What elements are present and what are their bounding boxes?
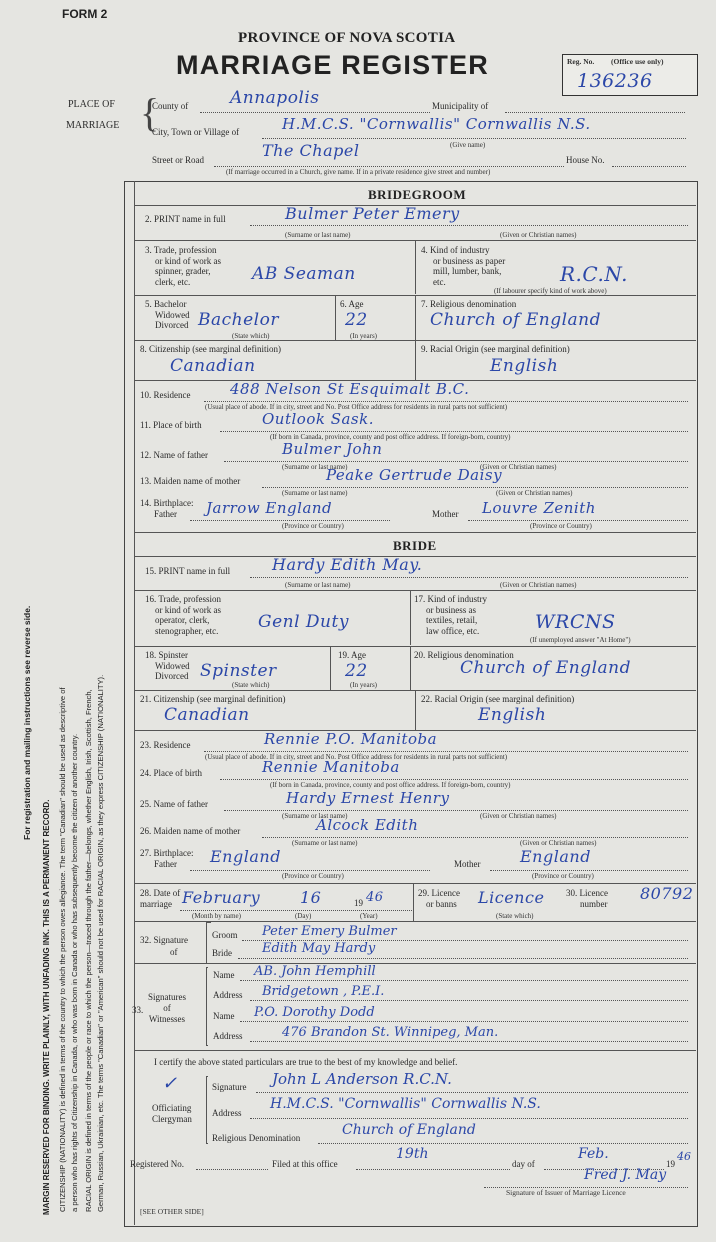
sidebar-citizenship-def: CITIZENSHIP (NATIONALITY) is defined in terms of the country to which the person owes allegiance. The term "Canadian" should be used as descriptive of: [58, 687, 67, 1212]
f11-label: 11. Place of birth: [140, 420, 202, 430]
w2-name-label: Name: [213, 1011, 235, 1021]
bride-father-birthplace-value: England: [210, 847, 281, 866]
licence-number-value: 80792: [640, 884, 694, 903]
see-other-side: [SEE OTHER SIDE]: [140, 1207, 204, 1216]
reg-number-box: [562, 54, 698, 96]
bride-header: BRIDE: [393, 538, 437, 553]
bride-mother-birthplace-value: England: [520, 847, 591, 866]
f17-label: 17. Kind of industry or business as textiles, retail, law office, etc.: [414, 594, 487, 636]
w1-address-label: Address: [213, 990, 243, 1000]
witness1-name: AB. John Hemphill: [254, 964, 376, 979]
groom-birthplace-value: Outlook Sask.: [262, 410, 374, 428]
groom-religion-value: Church of England: [430, 310, 601, 330]
filed-day-value: 19th: [396, 1146, 429, 1162]
f10-label: 10. Residence: [140, 390, 191, 400]
f13-label: 13. Maiden name of mother: [140, 476, 241, 486]
bride-religion-value: Church of England: [460, 658, 631, 678]
street-value: The Chapel: [262, 141, 360, 160]
sidebar-margin-notice: MARGIN RESERVED FOR BINDING. WRITE PLAINLY, WITH UNFADING INK. THIS IS A PERMANENT RECORD.: [42, 799, 51, 1215]
f26-given-note: (Given or Christian names): [520, 839, 597, 847]
groom-mother-value: Peake Gertrude Daisy: [326, 466, 503, 484]
groom-name-value: Bulmer Peter Emery: [285, 204, 460, 223]
f14-label: 14. Birthplace: Father: [140, 498, 194, 519]
clergy-signature-label: Signature: [212, 1082, 247, 1092]
bride-sig-label: Bride: [212, 948, 232, 958]
f19-note: (In years): [350, 681, 378, 689]
reg-number-note: (Office use only): [611, 57, 664, 66]
f12-surname-note: (Surname or last name): [282, 463, 348, 471]
county-label: County of: [152, 101, 189, 111]
groom-industry-value: R.C.N.: [560, 262, 628, 286]
f26-label: 26. Maiden name of mother: [140, 826, 241, 836]
f17-note: (If unemployed answer "At Home"): [530, 636, 631, 644]
reg-number-label: Reg. No.: [567, 57, 595, 66]
groom-signature: Peter Emery Bulmer: [262, 924, 397, 939]
filed-year-prefix: 19: [666, 1159, 675, 1169]
f3-label: 3. Trade, profession or kind of work as spinner, grader, clerk, etc.: [145, 245, 221, 287]
f14-mother-note: (Province or Country): [530, 522, 592, 530]
street-label: Street or Road: [152, 155, 204, 165]
f33-bracket: [206, 967, 208, 1046]
bride-trade-value: Genl Duty: [258, 612, 349, 632]
f13-given-note: (Given or Christian names): [496, 489, 573, 497]
day-of-label: day of: [512, 1159, 535, 1169]
filed-year-value: 46: [677, 1150, 691, 1163]
bride-name-value: Hardy Edith May.: [272, 555, 423, 574]
f22-label: 22. Racial Origin (see marginal definition): [421, 694, 575, 704]
f26-surname-note: (Surname or last name): [292, 839, 358, 847]
marriage-label: MARRIAGE: [66, 120, 120, 131]
certify-statement: I certify the above stated particulars are true to the best of my knowledge and belief.: [154, 1057, 458, 1067]
f18-note: (State which): [232, 681, 270, 689]
marriage-year-prefix: 19: [354, 898, 363, 908]
sidebar-racial-def: RACIAL ORIGIN is defined in terms of the people or race to which the person—traced through the father—belongs, whether English, Irish, Scottish, French,: [84, 689, 93, 1212]
f27-mother-label: Mother: [454, 859, 481, 869]
bridegroom-header: BRIDEGROOM: [368, 187, 467, 202]
f15-surname-note: (Surname or last name): [285, 581, 351, 589]
groom-citizenship-value: Canadian: [170, 356, 256, 376]
f29-label: 29. Licence or banns: [418, 888, 460, 909]
groom-trade-value: AB Seaman: [252, 264, 356, 284]
f7-label: 7. Religious denomination: [421, 299, 517, 309]
filed-month-value: Feb.: [578, 1146, 609, 1162]
clergy-address-label: Address: [212, 1108, 242, 1118]
f23-label: 23. Residence: [140, 740, 191, 750]
place-note: (If marriage occurred in a Church, give name. If in a private residence give street and number): [226, 168, 491, 176]
f18-label: 18. Spinster Widowed Divorced: [145, 650, 190, 681]
groom-mother-birthplace-value: Louvre Zenith: [482, 499, 596, 517]
province-heading: PROVINCE OF NOVA SCOTIA: [238, 30, 456, 46]
month-note: (Month by name): [192, 912, 241, 920]
witness2-address: 476 Brandon St. Winnipeg, Man.: [282, 1025, 499, 1040]
f5-note: (State which): [232, 332, 270, 340]
reg-number-value: 136236: [577, 70, 653, 92]
marriage-day-value: 16: [300, 888, 322, 907]
city-value: H.M.C.S. "Cornwallis" Cornwallis N.S.: [282, 115, 591, 133]
f15-label: 15. PRINT name in full: [145, 566, 231, 576]
f2-label: 2. PRINT name in full: [145, 214, 226, 224]
bride-industry-value: WRCNS: [535, 611, 616, 633]
groom-residence-value: 488 Nelson St Esquimalt B.C.: [230, 380, 470, 398]
f32-label: 32. Signature of: [140, 935, 188, 957]
f16-label: 16. Trade, profession or kind of work as operator, clerk, stenographer, etc.: [145, 594, 221, 636]
licence-banns-value: Licence: [478, 888, 545, 907]
groom-age-value: 22: [345, 310, 368, 330]
clergy-religion-label: Religious Denomination: [212, 1133, 301, 1143]
f27-label: 27. Birthplace: Father: [140, 848, 194, 869]
groom-sig-label: Groom: [212, 930, 238, 940]
witness1-address: Bridgetown , P.E.I.: [262, 984, 385, 999]
f4-note: (If labourer specify kind of work above): [494, 287, 607, 295]
f9-label: 9. Racial Origin (see marginal definition): [421, 344, 570, 354]
county-value: Annapolis: [230, 88, 320, 108]
bride-father-value: Hardy Ernest Henry: [286, 789, 450, 807]
marriage-month-value: February: [182, 888, 261, 907]
f24-label: 24. Place of birth: [140, 768, 202, 778]
f2-given-note: (Given or Christian names): [500, 231, 577, 239]
clergy-signature: John L Anderson R.C.N.: [272, 1070, 452, 1088]
municipality-label: Municipality of: [432, 101, 489, 111]
marriage-year-value: 46: [366, 890, 384, 905]
f24-note: (If born in Canada, province, county and post office address. If foreign-born, country): [270, 781, 511, 789]
f14-mother-label: Mother: [432, 509, 459, 519]
w2-address-label: Address: [213, 1031, 243, 1041]
f25-given-note: (Given or Christian names): [480, 812, 557, 820]
f28-label: 28. Date of marriage: [140, 888, 181, 909]
f2-surname-note: (Surname or last name): [285, 231, 351, 239]
bride-citizenship-value: Canadian: [164, 705, 250, 725]
f33-label: Signatures of Witnesses: [148, 992, 186, 1024]
f12-given-note: (Given or Christian names): [480, 463, 557, 471]
f14-note: (Province or Country): [282, 522, 344, 530]
w1-name-label: Name: [213, 970, 235, 980]
form-number: FORM 2: [62, 7, 108, 21]
f19-label: 19. Age: [338, 650, 366, 660]
f8-label: 8. Citizenship (see marginal definition): [140, 344, 282, 354]
bride-residence-value: Rennie P.O. Manitoba: [264, 730, 438, 748]
f11-note: (If born in Canada, province, county and post office address. If foreign-born, country): [270, 433, 511, 441]
place-of-label: PLACE OF: [68, 99, 115, 110]
give-name-note: (Give name): [450, 141, 486, 149]
filed-label: Filed at this office: [272, 1159, 338, 1169]
issuer-note: Signature of Issuer of Marriage Licence: [506, 1188, 626, 1197]
f30-label: 30. Licence number: [566, 888, 608, 909]
sidebar-racial-def-2: German, Russian, Ukrainian, etc. The terms "Canadian" or "American" should not be used for RACIAL ORIGIN, as they express CITIZENSHIP (NATIONALITY).: [96, 674, 105, 1212]
bride-racial-value: English: [478, 705, 547, 725]
clergy-address: H.M.C.S. "Cornwallis" Cornwallis N.S.: [270, 1096, 541, 1112]
house-label: House No.: [566, 155, 605, 165]
groom-father-value: Bulmer John: [282, 440, 383, 458]
groom-racial-value: English: [490, 356, 559, 376]
bride-birthplace-value: Rennie Manitoba: [262, 758, 400, 776]
groom-marital-value: Bachelor: [198, 310, 279, 330]
clergy-label: Officiating Clergyman: [152, 1103, 192, 1124]
bride-signature: Edith May Hardy: [262, 941, 376, 956]
f20-label: 20. Religious denomination: [414, 650, 514, 660]
f10-note: (Usual place of abode. If in city, street and No. Post Office address for residents in rural parts not sufficient): [205, 403, 508, 411]
f6-note: (In years): [350, 332, 378, 340]
f21-label: 21. Citizenship (see marginal definition): [140, 694, 286, 704]
f6-label: 6. Age: [340, 299, 364, 309]
day-note: (Day): [295, 912, 312, 920]
place-bracket: {: [140, 90, 160, 135]
f32-bracket: [206, 922, 211, 964]
groom-father-birthplace-value: Jarrow England: [206, 499, 333, 517]
f12-label: 12. Name of father: [140, 450, 208, 460]
f25-surname-note: (Surname or last name): [282, 812, 348, 820]
clergy-bracket: [206, 1076, 208, 1144]
f23-note: (Usual place of abode. If in city, street and No. Post Office address for residents in rural parts not sufficient): [205, 753, 508, 761]
f25-label: 25. Name of father: [140, 799, 208, 809]
bride-marital-value: Spinster: [200, 661, 277, 681]
bride-age-value: 22: [345, 661, 368, 681]
f13-surname-note: (Surname or last name): [282, 489, 348, 497]
f5-label: 5. Bachelor Widowed Divorced: [145, 299, 190, 330]
f4-label: 4. Kind of industry or business as paper mill, lumber, bank, etc.: [421, 245, 506, 287]
bride-mother-value: Alcock Edith: [316, 816, 419, 834]
city-label: City, Town or Village of: [152, 127, 240, 137]
f33-number: 33.: [132, 1005, 144, 1015]
f29-note: (State which): [496, 912, 534, 920]
clergy-religion: Church of England: [342, 1122, 476, 1138]
registered-no-label: Registered No.: [130, 1159, 184, 1169]
issuer-signature: Fred J. May: [584, 1167, 667, 1183]
sidebar-instructions: For registration and mailing instructions see reverse side.: [22, 605, 32, 840]
f27-mother-note: (Province or Country): [532, 872, 594, 880]
sidebar-citizenship-def-2: a person who has rights of Citizenship in Canada, or who was born in Canada or who has subsequently become the citizen of another country.: [70, 733, 79, 1212]
witness2-name: P.O. Dorothy Dodd: [254, 1005, 375, 1020]
clergy-mark: ✓: [162, 1073, 178, 1094]
page-title: MARRIAGE REGISTER: [176, 50, 489, 80]
year-note: (Year): [360, 912, 378, 920]
f15-given-note: (Given or Christian names): [500, 581, 577, 589]
f27-note: (Province or Country): [282, 872, 344, 880]
